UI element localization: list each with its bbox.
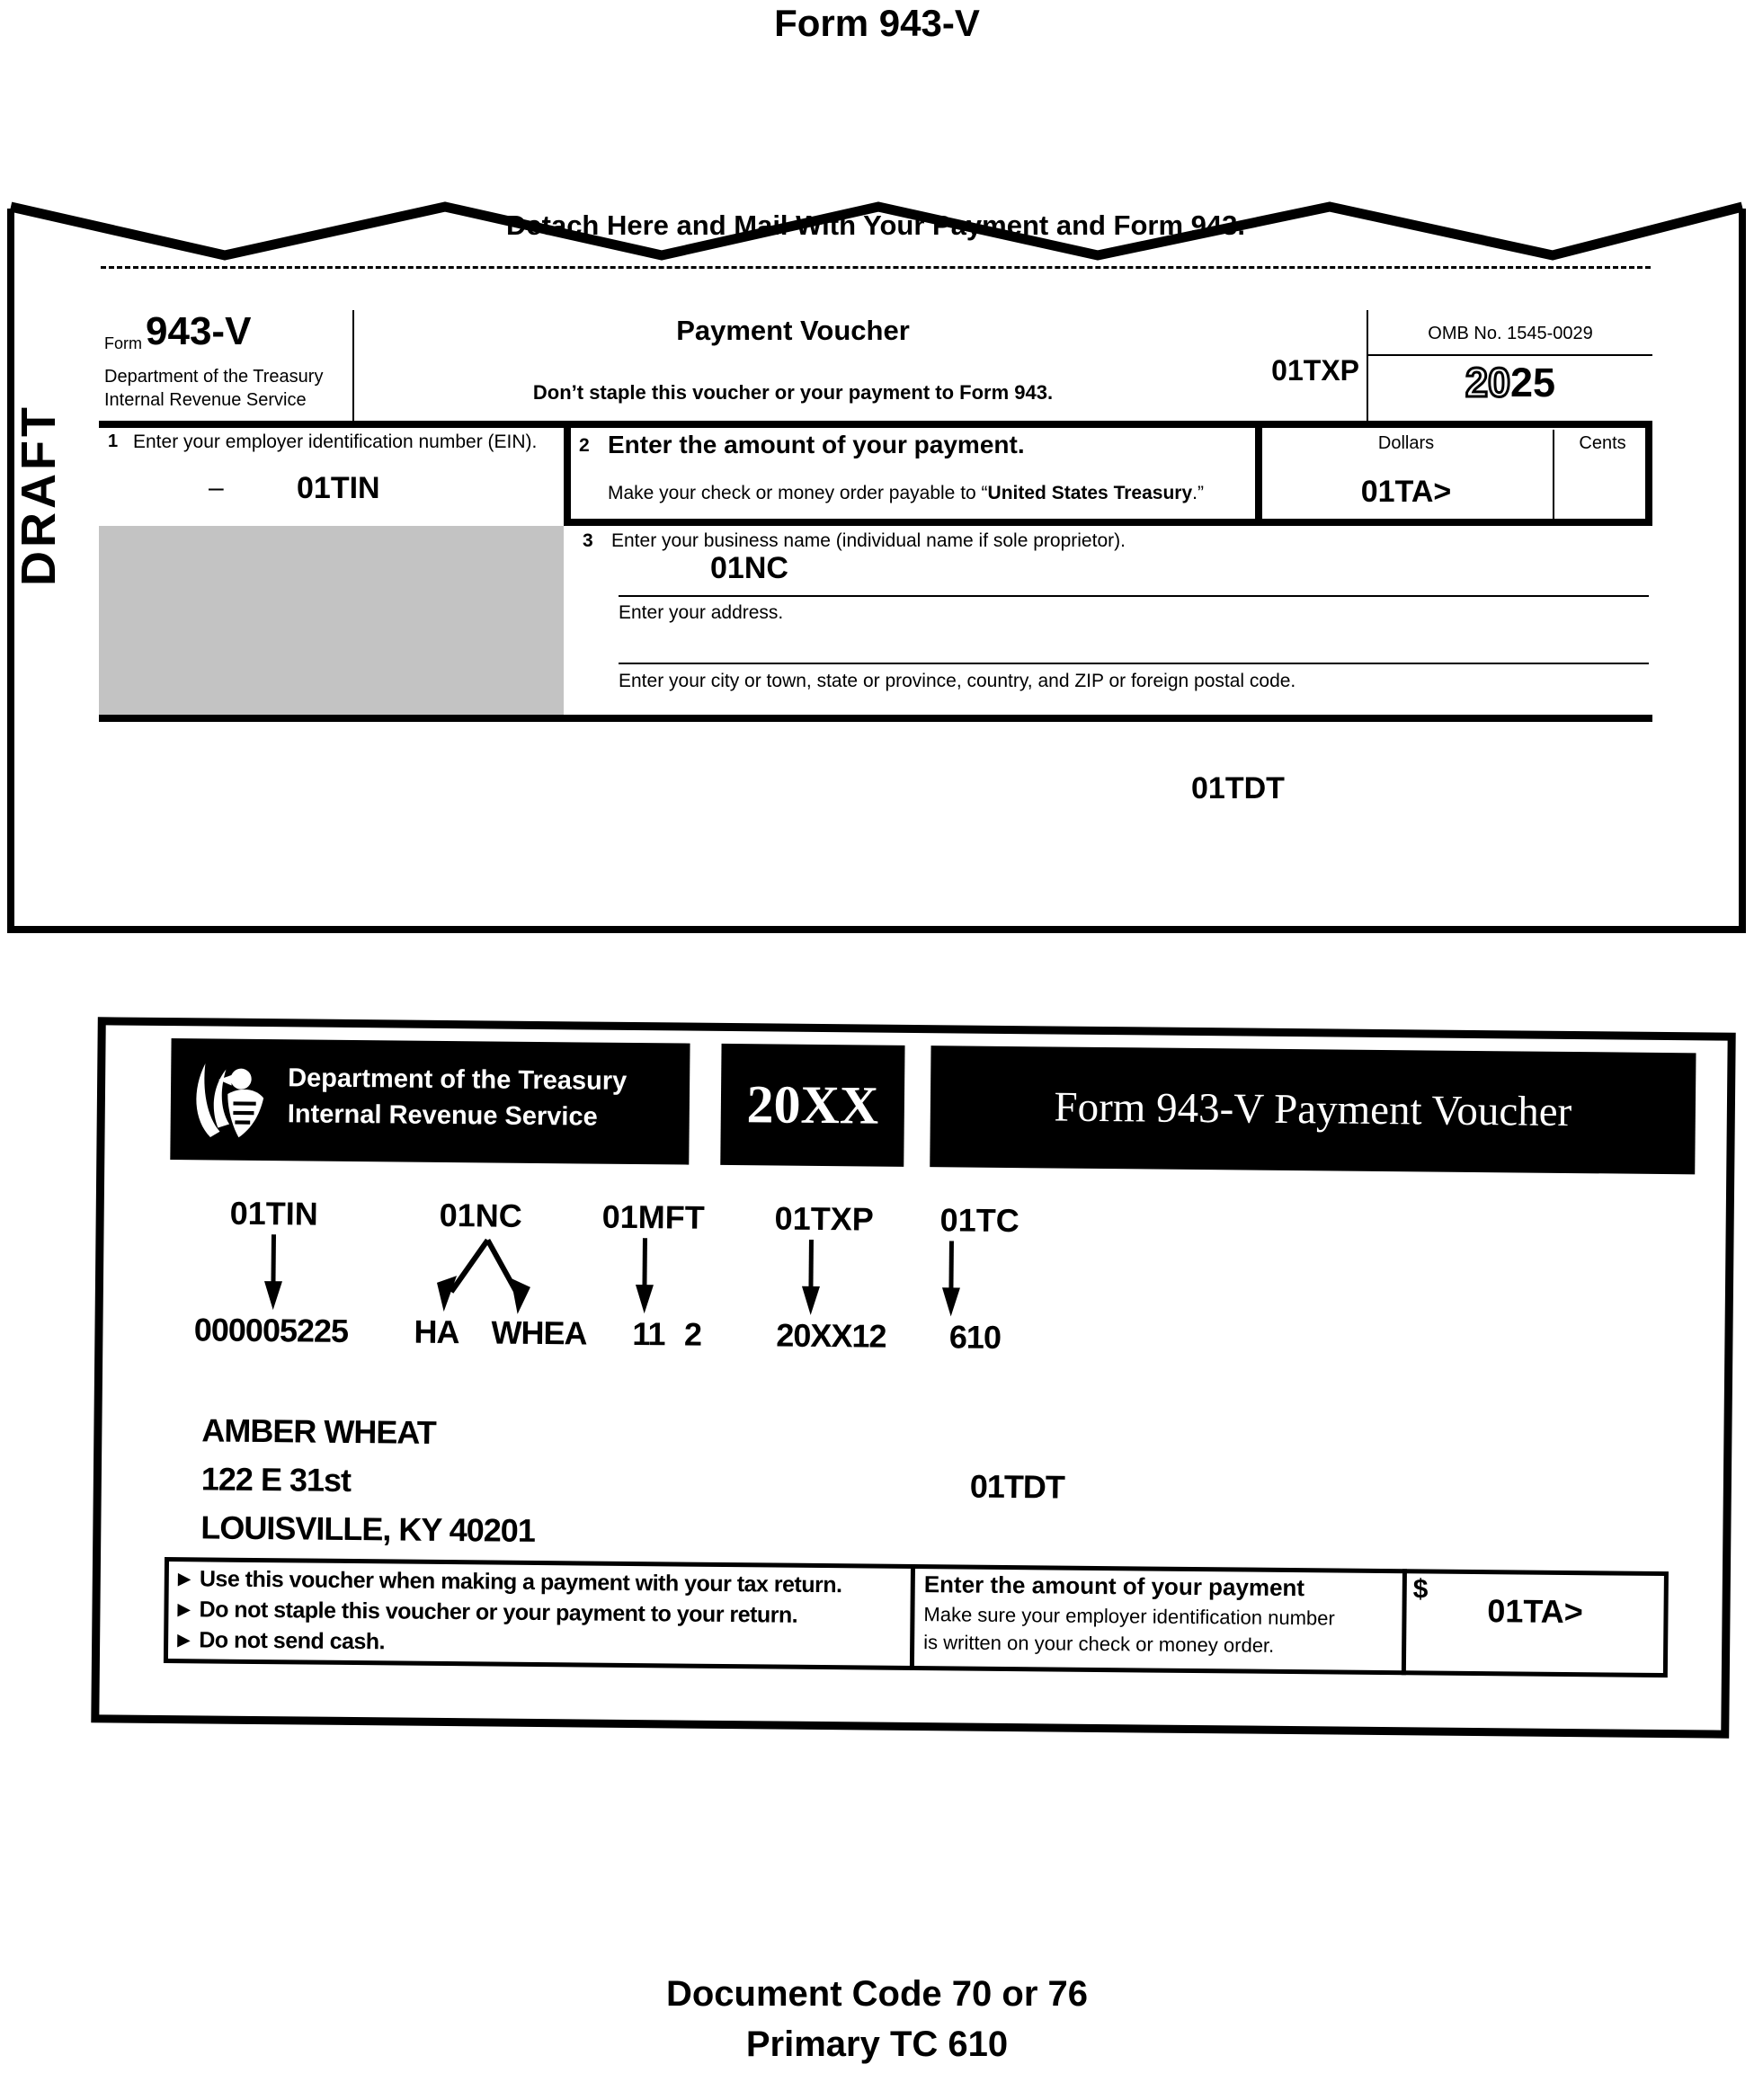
right-triangle-bullet-icon: ▶: [177, 1631, 191, 1651]
amount-box-sub2: is written on your check or money order.: [923, 1631, 1275, 1657]
payable-note-start: Make your check or money order payable to “: [608, 483, 988, 503]
shaded-area: [99, 526, 564, 715]
amount-field-code[interactable]: 01TA>: [1360, 475, 1452, 509]
field-label-tin: 01TIN: [229, 1194, 318, 1232]
value-tin: 000005225: [193, 1311, 349, 1349]
agency-header-block: [170, 1038, 690, 1165]
detach-instruction: Detach Here and Mail With Your Payment and Form 943.: [506, 209, 1245, 241]
city-instruction: Enter your city or town, state or province, country, and ZIP or foreign postal code.: [619, 671, 1296, 691]
taxpayer-street: 122 E 31st: [200, 1460, 352, 1499]
fork-arrow-icon: [424, 1236, 551, 1316]
bullet-text: Do not staple this voucher or your payment to your return.: [199, 1597, 798, 1628]
detach-dashed-line: [101, 266, 1651, 269]
amount-box-title: Enter the amount of your payment: [923, 1571, 1305, 1602]
tax-year-solid-digits: 25: [1510, 360, 1556, 405]
irs-label: Internal Revenue Service: [104, 390, 307, 410]
cents-column-label: Cents: [1579, 433, 1626, 453]
payment-voucher-title: Payment Voucher: [676, 315, 910, 346]
business-name-instruction: Enter your business name (individual name if sole proprietor).: [611, 530, 1126, 551]
business-name-line: [619, 595, 1649, 597]
dollar-sign: $: [1412, 1574, 1429, 1605]
value-tax-period: 20XX12: [776, 1316, 886, 1355]
amount-dollars-divider: [1255, 421, 1262, 526]
name-field-code[interactable]: 01NC: [710, 551, 788, 585]
voucher-title-block: Form 943-V Payment Voucher: [930, 1046, 1696, 1174]
payable-note-end: .”: [1192, 483, 1204, 503]
value-name-ctrl-2: WHEA: [491, 1313, 587, 1352]
draft-watermark: DRAFT: [12, 404, 66, 586]
dollars-column-label: Dollars: [1377, 433, 1435, 453]
bottom-voucher: [91, 1017, 1735, 1738]
bullet-text: Do not send cash.: [199, 1627, 386, 1655]
address-line: [619, 663, 1649, 664]
payable-note-payee: United States Treasury: [987, 483, 1193, 503]
field-label-txp: 01TXP: [774, 1199, 874, 1238]
tax-year-outline-digits: 20: [1465, 360, 1510, 405]
dont-staple-note: Don’t staple this voucher or your payment to Form 943.: [532, 381, 1054, 404]
taxpayer-name: AMBER WHEAT: [201, 1411, 436, 1451]
down-arrow-icon: [634, 1238, 656, 1315]
address-instruction: Enter your address.: [619, 602, 784, 623]
field-label-nc: 01NC: [439, 1196, 522, 1234]
value-name-ctrl-1: HA: [414, 1312, 459, 1351]
right-triangle-bullet-icon: ▶: [177, 1570, 191, 1589]
down-arrow-icon: [940, 1241, 963, 1318]
form-number: 943-V: [146, 309, 252, 353]
agency-irs-line: Internal Revenue Service: [287, 1099, 598, 1132]
line2-number: 2: [579, 435, 590, 456]
value-list-code: 2: [683, 1315, 702, 1353]
line1-number: 1: [108, 432, 119, 451]
amount-box-sub1: Make sure your employer identification number: [923, 1603, 1335, 1630]
right-triangle-bullet-icon: ▶: [177, 1600, 191, 1620]
taxpayer-city: LOUISVILLE, KY 40201: [200, 1508, 536, 1549]
ein-separator: –: [209, 473, 224, 503]
footer-primary-tc: Primary TC 610: [745, 2024, 1009, 2064]
ein-instruction: Enter your employer identification number (EIN).: [133, 432, 538, 452]
tax-year: [1368, 360, 1652, 406]
amount-instruction: Enter the amount of your payment.: [608, 431, 1025, 458]
field-label-tc: 01TC: [939, 1201, 1019, 1240]
down-arrow-icon: [800, 1240, 823, 1317]
amount-field-code-bottom: 01TA>: [1487, 1592, 1583, 1631]
treasury-label: Department of the Treasury: [104, 367, 324, 387]
footer-doc-code: Document Code 70 or 76: [665, 1974, 1088, 2014]
payable-note: [608, 483, 1204, 504]
irs-eagle-logo-icon: [183, 1052, 279, 1147]
bullet-item: [177, 1627, 385, 1655]
bullet-text: Use this voucher when making a payment with your tax return.: [199, 1566, 842, 1598]
tdt-code-top: 01TDT: [1191, 771, 1285, 805]
ein-field-code[interactable]: 01TIN: [297, 471, 380, 505]
omb-number: OMB No. 1545-0029: [1428, 324, 1593, 343]
omb-underline: [1367, 354, 1652, 356]
value-tc: 610: [948, 1318, 1002, 1356]
page-title: Form 943-V: [774, 2, 980, 44]
value-mft: 11: [632, 1314, 665, 1353]
down-arrow-icon: [263, 1234, 285, 1312]
voucher-year-block: 20XX: [720, 1044, 904, 1167]
field-label-mft: 01MFT: [601, 1197, 705, 1236]
agency-treasury-line: Department of the Treasury: [288, 1063, 628, 1096]
tdt-code-bottom: 01TDT: [969, 1467, 1065, 1506]
form-word-label: Form: [104, 334, 142, 352]
txp-code: 01TXP: [1271, 354, 1359, 387]
table-bottom-rule: [99, 715, 1652, 722]
line3-number: 3: [583, 530, 593, 551]
